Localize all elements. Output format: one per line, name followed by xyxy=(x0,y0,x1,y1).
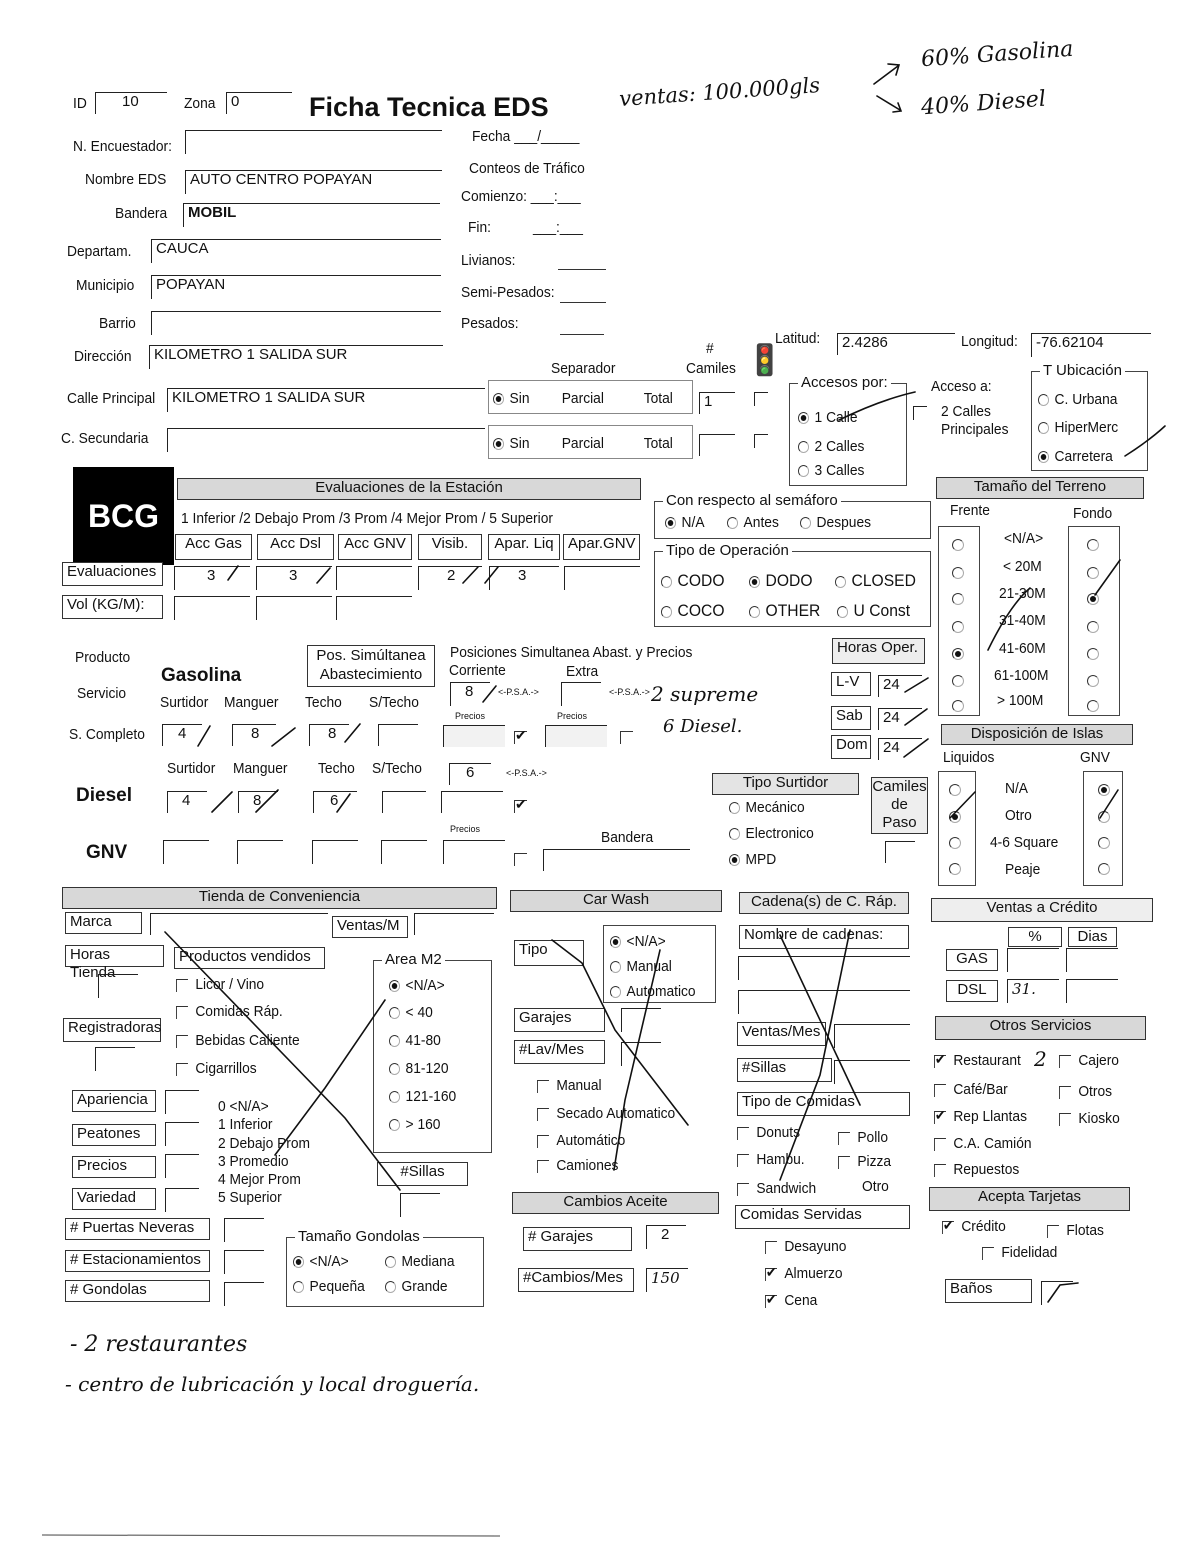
col-acc-gas: Acc Gas xyxy=(175,534,252,560)
gond-mediana[interactable]: Mediana xyxy=(385,1253,455,1270)
isla-otro: Otro xyxy=(1005,807,1032,824)
area-na[interactable]: <N/A> xyxy=(389,977,445,994)
zona-field[interactable]: 0 xyxy=(226,92,292,114)
hw-6-diesel: 6 Diesel. xyxy=(663,716,743,737)
variedad-label: Variedad xyxy=(72,1188,156,1210)
area-40[interactable]: < 40 xyxy=(389,1004,433,1021)
islas-gnv: GNV xyxy=(1080,749,1110,766)
col-apar-gnv: Apar.GNV xyxy=(563,534,640,560)
gondolas-label: # Gondolas xyxy=(65,1280,210,1302)
food-hambu[interactable]: Hambu. xyxy=(737,1151,805,1168)
cambios-mes-field[interactable]: 150 xyxy=(646,1268,688,1292)
acceso-1-calle[interactable]: 1 Calle xyxy=(798,409,858,426)
horas-tienda-label: Horas Tienda xyxy=(65,945,164,967)
diesel-manguer-label: Manguer xyxy=(233,760,288,777)
op-dodo[interactable]: DODO xyxy=(749,571,812,591)
gnv-label: GNV xyxy=(86,842,128,863)
fin-field[interactable]: ___:___ xyxy=(533,219,583,236)
camiles-paso-box: Camiles de Paso xyxy=(871,777,928,834)
tienda-header: Tienda de Conveniencia xyxy=(62,887,497,909)
lv-field[interactable]: 24 xyxy=(878,675,922,697)
food-sandwich[interactable]: Sandwich xyxy=(737,1180,816,1197)
diesel-label: Diesel xyxy=(76,785,132,806)
tam-gondolas-title: Tamaño Gondolas xyxy=(295,1228,423,1246)
food-otro[interactable]: Otro xyxy=(862,1178,889,1195)
diesel-psa[interactable]: 6 xyxy=(449,763,491,785)
credito-dsl-label: DSL xyxy=(946,980,998,1002)
registradoras-label: Registradoras xyxy=(63,1018,161,1042)
op-codo[interactable]: CODO xyxy=(661,571,724,591)
longitud-field[interactable]: -76.62104 xyxy=(1031,333,1151,357)
arrow-down-stroke xyxy=(877,96,901,112)
hw-ventas: ventas: 100.000gls xyxy=(618,73,821,111)
nombre-field[interactable]: AUTO CENTRO POPAYAN xyxy=(185,170,442,194)
marca-label: Marca xyxy=(65,912,142,934)
comidas-servidas-label: Comidas Servidas xyxy=(735,1205,910,1229)
id-label: ID xyxy=(73,95,87,112)
pos-sim-box: Pos. Simúltanea Abastecimiento xyxy=(307,645,435,687)
calle-label: Calle Principal xyxy=(67,390,156,407)
latitud-label: Latitud: xyxy=(775,330,821,347)
gond-grande[interactable]: Grande xyxy=(385,1278,448,1295)
comienzo-label: Comienzo: ___:___ xyxy=(461,188,581,205)
evaluaciones-scale: 1 Inferior /2 Debajo Prom /3 Prom /4 Mejor Prom / 5 Superior xyxy=(181,510,553,527)
banos-label: Baños xyxy=(945,1279,1032,1303)
operacion-title: Tipo de Operación xyxy=(663,542,792,560)
col-apar-liq: Apar. Liq xyxy=(488,534,560,560)
calles-principales-label: 2 Calles Principales xyxy=(941,403,1009,438)
precios-label: Precios xyxy=(72,1156,156,1178)
pos-sim-precios-label: Posiciones Simultanea Abast. y Precios xyxy=(450,644,693,661)
credito-header: Ventas a Crédito xyxy=(931,898,1153,922)
tarjeta-fidelidad[interactable]: Fidelidad xyxy=(982,1244,1057,1261)
depto-field[interactable]: CAUCA xyxy=(151,239,441,263)
cadena-nombre-label: Nombre de cadenas: xyxy=(739,925,909,949)
area-title: Area M2 xyxy=(382,951,445,969)
isla-peaje: Peaje xyxy=(1005,861,1041,878)
lav-mes-label: #Lav/Mes xyxy=(514,1040,605,1064)
direccion-field[interactable]: KILOMETRO 1 SALIDA SUR xyxy=(149,345,443,369)
prod-licor[interactable]: Licor / Vino xyxy=(176,976,264,993)
cadena-ventas-label: Ventas/Mes xyxy=(737,1022,826,1046)
horas-header: Horas Oper. xyxy=(832,638,925,664)
sep1-parcial[interactable]: Parcial xyxy=(561,390,604,407)
size-2: 21-30M xyxy=(999,585,1046,602)
vol-row-label: Vol (KG/M): xyxy=(62,595,163,619)
semaforo-antes[interactable]: Antes xyxy=(727,514,779,531)
arrow-up-stroke xyxy=(874,64,899,84)
acceso-stroke xyxy=(839,392,915,420)
precios-label-1: Precios xyxy=(455,711,486,721)
corriente-label: Corriente xyxy=(449,662,506,679)
diesel-precios-label: Precios xyxy=(450,824,481,834)
sab-field[interactable]: 24 xyxy=(878,708,922,730)
isla-square: 4-6 Square xyxy=(990,834,1059,851)
size-3: 31-40M xyxy=(999,612,1046,629)
serv-kiosko[interactable]: Kiosko xyxy=(1059,1110,1120,1127)
conteos-label: Conteos de Tráfico xyxy=(469,160,585,177)
tienda-stroke-2 xyxy=(275,1000,385,1155)
sep1-sin[interactable]: Sin xyxy=(493,390,530,407)
prod-comidas[interactable]: Comidas Ráp. xyxy=(176,1003,283,1020)
carwash-stroke-2 xyxy=(614,950,660,1170)
bottom-rule xyxy=(42,1535,500,1536)
eval-apar-liq[interactable]: 3 xyxy=(489,566,559,590)
diesel-techo-field[interactable]: 6 xyxy=(313,791,357,813)
semaforo-title: Con respecto al semáforo xyxy=(663,492,841,510)
sep1-total[interactable]: Total xyxy=(643,390,673,407)
lv-label: L-V xyxy=(831,672,871,696)
ubic-urbana[interactable]: C. Urbana xyxy=(1038,391,1117,408)
serv-repuestos[interactable]: Repuestos xyxy=(934,1161,1019,1178)
page-title: Ficha Tecnica EDS xyxy=(309,92,549,122)
eval-strokes xyxy=(228,566,498,583)
diesel-strokes xyxy=(212,790,350,812)
servicio-label: Servicio xyxy=(77,685,127,702)
op-uconst[interactable]: U Const xyxy=(837,601,910,621)
evaluaciones-row-label: Evaluaciones xyxy=(62,562,163,586)
gas-surtidor-field[interactable]: 4 xyxy=(162,724,202,746)
prod-cigarrillos[interactable]: Cigarrillos xyxy=(176,1060,257,1077)
calle-field[interactable]: KILOMETRO 1 SALIDA SUR xyxy=(167,388,485,412)
credito-pct-label: % xyxy=(1008,927,1062,947)
dom-label: Dom xyxy=(831,735,871,759)
cambios-mes-label: #Cambios/Mes xyxy=(518,1268,634,1292)
ubicacion-title: T Ubicación xyxy=(1040,362,1125,380)
fondo-stroke xyxy=(1095,560,1120,595)
col-acc-dsl: Acc Dsl xyxy=(257,534,334,560)
diesel-surtidor-label: Surtidor xyxy=(167,760,216,777)
carwash-manual[interactable]: Manual xyxy=(610,958,672,975)
hw-diesel: 40% Diesel xyxy=(920,86,1047,121)
barrio-label: Barrio xyxy=(99,315,136,332)
peatones-label: Peatones xyxy=(72,1124,156,1146)
hw-note-2: - centro de lubricación y local droguería. xyxy=(65,1372,480,1396)
size-4: 41-60M xyxy=(999,640,1046,657)
area-160[interactable]: > 160 xyxy=(389,1116,440,1133)
camiles-hash: # xyxy=(706,340,714,357)
food-pizza[interactable]: Pizza xyxy=(838,1153,891,1170)
tipo-comidas-label: Tipo de Comidas xyxy=(737,1092,910,1116)
sep2-parcial[interactable]: Parcial xyxy=(561,435,604,452)
apariencia-label: Apariencia xyxy=(72,1090,156,1112)
scale-5: 5 Superior xyxy=(218,1189,282,1206)
productos-label: Productos vendidos xyxy=(174,947,325,969)
precios-label-2: Precios xyxy=(557,711,588,721)
carwash-header: Car Wash xyxy=(510,890,722,912)
eval-acc-dsl[interactable]: 3 xyxy=(256,566,332,590)
gond-pequena[interactable]: Pequeña xyxy=(293,1278,365,1295)
semipesados-label: Semi-Pesados: xyxy=(461,284,555,301)
op-coco[interactable]: COCO xyxy=(661,601,724,621)
psa-stroke xyxy=(483,686,496,702)
size-1: < 20M xyxy=(1003,558,1042,575)
eval-acc-gas[interactable]: 3 xyxy=(174,566,250,590)
serv-cajero[interactable]: Cajero xyxy=(1059,1052,1119,1069)
carretera-stroke xyxy=(1125,426,1165,456)
scale-0: 0 <N/A> xyxy=(218,1098,269,1115)
credito-dsl-pct[interactable]: 31. xyxy=(1007,979,1059,1003)
frente-stroke xyxy=(988,588,1030,650)
sep2-total[interactable]: Total xyxy=(643,435,673,452)
nombre-label: Nombre EDS xyxy=(85,171,167,188)
ubic-carretera[interactable]: Carretera xyxy=(1038,448,1113,465)
carwash-na[interactable]: <N/A> xyxy=(610,933,666,950)
horas-strokes xyxy=(904,678,928,757)
carwash-tipo-label: Tipo xyxy=(514,940,584,966)
serv-llantas[interactable]: ✔Rep Llantas xyxy=(934,1108,1027,1125)
accesos-title: Accesos por: xyxy=(798,374,891,392)
meal-desayuno[interactable]: Desayuno xyxy=(765,1238,846,1255)
gas-techo-field[interactable]: 8 xyxy=(309,724,349,746)
serv-restaurant[interactable]: ✔Restaurant xyxy=(934,1052,1021,1069)
isla-na: N/A xyxy=(1005,780,1029,797)
latitud-field[interactable]: 2.4286 xyxy=(837,333,955,355)
direccion-label: Dirección xyxy=(74,348,132,365)
bandera-col-label: Bandera xyxy=(601,829,654,846)
bandera-field[interactable]: MOBIL xyxy=(183,203,440,227)
gas-manguer-label: Manguer xyxy=(224,694,279,711)
frente-label: Frente xyxy=(950,502,990,519)
hw-note-1: - 2 restaurantes xyxy=(70,1332,248,1357)
fondo-label: Fondo xyxy=(1073,505,1113,522)
scale-4: 4 Mejor Prom xyxy=(218,1171,301,1188)
aceite-garajes-field[interactable]: 2 xyxy=(646,1225,686,1249)
zona-label: Zona xyxy=(184,95,216,112)
surtidor-mecanico[interactable]: Mecánico xyxy=(729,799,805,816)
meal-cena[interactable]: ✔Cena xyxy=(765,1292,817,1309)
isla-gnv-stroke xyxy=(1100,790,1118,818)
gas-psa-arrow: <-P.S.A.-> xyxy=(498,687,539,697)
longitud-label: Longitud: xyxy=(961,333,1018,350)
cw-camiones[interactable]: Camiones xyxy=(537,1157,618,1174)
cadena-sillas-label: #Sillas xyxy=(737,1058,832,1082)
eval-visib[interactable]: 2 xyxy=(418,566,482,590)
area-81-120[interactable]: 81-120 xyxy=(389,1060,449,1077)
sab-label: Sab xyxy=(831,706,871,730)
cw-automatico[interactable]: Automático xyxy=(537,1132,625,1149)
credito-gas-label: GAS xyxy=(946,949,998,971)
aceite-garajes-label: # Garajes xyxy=(523,1227,632,1251)
bandera-label: Bandera xyxy=(115,205,168,222)
bcg-logo: BCG xyxy=(73,467,174,565)
banos-check-stroke xyxy=(1048,1283,1078,1302)
tipo-surtidor-header: Tipo Surtidor xyxy=(712,773,859,795)
cadena-stroke-2 xyxy=(780,930,850,1180)
isla-liq-stroke xyxy=(950,792,975,818)
semaforo-despues[interactable]: Despues xyxy=(800,514,871,531)
diesel-surtidor-field[interactable]: 4 xyxy=(167,791,207,813)
hw-gasolina: 60% Gasolina xyxy=(920,36,1075,73)
municipio-label: Municipio xyxy=(76,277,135,294)
diesel-psa-arrow: <-P.S.A.-> xyxy=(506,768,547,778)
camiles-row1[interactable]: 1 xyxy=(699,392,735,414)
tarjetas-header: Acepta Tarjetas xyxy=(929,1187,1130,1211)
pesados-label: Pesados: xyxy=(461,315,519,332)
op-other[interactable]: OTHER xyxy=(749,601,820,621)
tarjeta-flotas[interactable]: Flotas xyxy=(1047,1222,1104,1239)
separador-label: Separador xyxy=(551,360,616,377)
gas-techo-label: Techo xyxy=(305,694,342,711)
carwash-automatico[interactable]: Automatico xyxy=(610,983,696,1000)
serv-camion[interactable]: C.A. Camión xyxy=(934,1135,1032,1152)
puertas-label: # Puertas Neveras xyxy=(65,1218,210,1240)
terreno-header: Tamaño del Terreno xyxy=(936,477,1144,499)
evaluaciones-header: Evaluaciones de la Estación xyxy=(177,478,641,500)
gas-corriente-psa[interactable]: 8 xyxy=(450,682,490,706)
gas-manguer-field[interactable]: 8 xyxy=(232,724,276,746)
gas-strokes xyxy=(198,724,360,746)
gas-surtidor-label: Surtidor xyxy=(160,694,209,711)
semaforo-na[interactable]: N/A xyxy=(665,514,705,531)
col-acc-gnv: Acc GNV xyxy=(338,534,412,560)
scale-1: 1 Inferior xyxy=(218,1116,273,1133)
hw-supreme: 2 supreme xyxy=(651,682,759,706)
encuestador-label: N. Encuestador: xyxy=(73,138,172,155)
id-field[interactable]: 10 xyxy=(95,92,167,114)
tienda-stroke-1 xyxy=(165,932,400,1190)
size-5: 61-100M xyxy=(994,667,1049,684)
acceso-2-calles[interactable]: 2 Calles xyxy=(798,438,864,455)
secundaria-label: C. Secundaria xyxy=(61,430,149,447)
cadena-stroke-1 xyxy=(780,935,860,1105)
cadena-header: Cadena(s) de C. Ráp. xyxy=(739,892,909,914)
scale-2: 2 Debajo Prom xyxy=(218,1135,311,1152)
serv-otros[interactable]: Otros xyxy=(1059,1083,1112,1100)
gasolina-label: Gasolina xyxy=(161,665,242,686)
size-6: > 100M xyxy=(997,692,1044,709)
cw-secado[interactable]: Secado Automatico xyxy=(537,1105,675,1122)
islas-liquidos: Liquidos xyxy=(943,749,995,766)
sillas-tienda-label: #Sillas xyxy=(377,1162,468,1186)
meal-almuerzo[interactable]: ✔Almuerzo xyxy=(765,1265,843,1282)
credito-dias-label: Dias xyxy=(1068,927,1117,947)
servicios-header: Otros Servicios xyxy=(935,1016,1146,1040)
op-closed[interactable]: CLOSED xyxy=(835,571,916,591)
diesel-stecho-label: S/Techo xyxy=(372,760,422,777)
depto-label: Departam. xyxy=(67,243,132,260)
gas-stecho-label: S/Techo xyxy=(369,694,419,711)
estacionamientos-label: # Estacionamientos xyxy=(65,1250,210,1272)
camiles-label: Camiles xyxy=(686,360,736,377)
surtidor-electronico[interactable]: Electronico xyxy=(729,825,814,842)
acceso-a-label: Acceso a: xyxy=(931,378,992,395)
surtidor-mpd[interactable]: MPD xyxy=(729,851,776,868)
tarjeta-credito[interactable]: ✔Crédito xyxy=(942,1218,1006,1235)
size-0: <N/A> xyxy=(1004,530,1044,547)
livianos-label: Livianos: xyxy=(461,252,516,269)
area-41-80[interactable]: 41-80 xyxy=(389,1032,441,1049)
dom-field[interactable]: 24 xyxy=(878,738,922,760)
producto-label: Producto xyxy=(75,649,131,666)
col-visib: Visib. xyxy=(418,534,482,560)
diesel-techo-label: Techo xyxy=(318,760,355,777)
gas-extra-psa-arrow: <-P.S.A.-> xyxy=(609,687,650,697)
traffic-light-icon: 🚦 xyxy=(746,344,784,377)
carwash-stroke-1 xyxy=(552,940,688,1125)
sep2-sin[interactable]: Sin xyxy=(493,435,530,452)
food-pollo[interactable]: Pollo xyxy=(838,1129,888,1146)
ventas-m-label: Ventas/M xyxy=(332,916,408,938)
fin-label: Fin: xyxy=(468,219,492,236)
islas-header: Disposición de Islas xyxy=(941,724,1133,745)
food-donuts[interactable]: Donuts xyxy=(737,1124,800,1141)
area-121-160[interactable]: 121-160 xyxy=(389,1088,456,1105)
fecha-label: Fecha ___/_____ xyxy=(472,128,580,145)
restaurant-note: 2 xyxy=(1034,1047,1047,1071)
prod-bebidas[interactable]: Bebidas Caliente xyxy=(176,1032,300,1049)
extra-label: Extra xyxy=(566,663,599,680)
cw-manual[interactable]: Manual xyxy=(537,1077,602,1094)
diesel-manguer-field[interactable]: 8 xyxy=(238,791,278,813)
ubic-hipermerc[interactable]: HiperMerc xyxy=(1038,419,1118,436)
gond-na[interactable]: <N/A> xyxy=(293,1253,349,1270)
scompleto-label: S. Completo xyxy=(69,726,145,743)
scale-3: 3 Promedio xyxy=(218,1153,289,1170)
acceso-3-calles[interactable]: 3 Calles xyxy=(798,462,864,479)
serv-cafe[interactable]: Café/Bar xyxy=(934,1081,1008,1098)
aceite-header: Cambios Aceite xyxy=(512,1192,719,1214)
municipio-field[interactable]: POPAYAN xyxy=(151,275,441,299)
garajes-label: Garajes xyxy=(514,1008,605,1032)
